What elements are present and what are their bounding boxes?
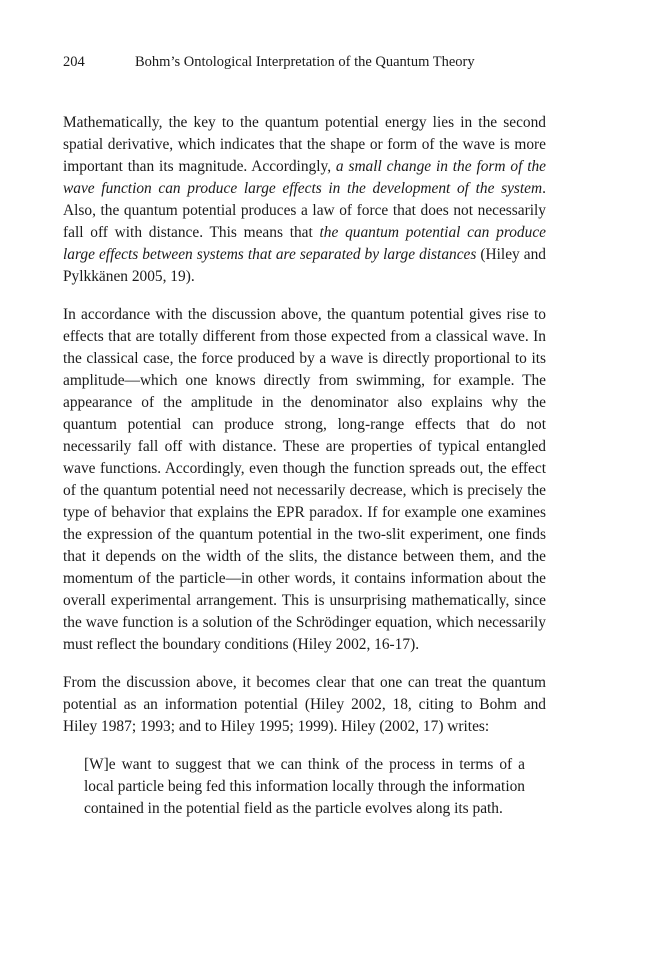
- running-head: [63, 52, 553, 72]
- body-text: [63, 112, 546, 820]
- paragraph-classical-wave-comparison: In accordance with the discussion above, the quantum potential gives rise to effects that are totally different from those expected from a classical wave. In the classical case, the force produced by a wave is directly proportional to its amplitude—which one knows directly from swimming, for example. The appearance of the amplitude in the denominator also explains why the quantum potential can produce strong, long-range effects that do not necessarily fall off with distance. These are properties of typical entangled wave functions. Accordingly, even though the function spreads out, the effect of the quantum potential need not necessarily decrease, which is precisely the type of behavior that explains the EPR paradox. If for example one examines the expression of the quantum potential in the two-slit experiment, one finds that it depends on the width of the slits, the distance between them, and the momentum of the particle—in other words, it contains information about the overall experimental arrangement. This is unsurprising mathematically, since the wave function is a solution of the Schrödinger equation, which necessarily must reflect the boundary conditions (Hiley 2002, 16-17).: [63, 306, 546, 653]
- paragraph-1-italic-small-change: a small change in the form of the wave function can produce large effects in the development of the system: [63, 158, 546, 197]
- paragraph-1-text-c: . Also, the quantum potential produces a law of force that does not necessarily fall off with distance. This means that: [63, 180, 546, 241]
- paragraph-1-text-e: (Hiley and Pylkkänen 2005, 19).: [63, 246, 546, 285]
- paragraph-information-potential: From the discussion above, it becomes clear that one can treat the quantum potential as an information potential (Hiley 2002, 18, citing to Bohm and Hiley 1987; 1993; and to Hiley 1995; 1999). Hiley (2002, 17) writes:: [63, 674, 546, 735]
- running-title: Bohm’s Ontological Interpretation of the Quantum Theory: [135, 54, 475, 70]
- paragraph-1-text-a: Mathematically, the key to the quantum potential energy lies in the second spatial derivative, which indicates that the shape or form of the wave is more important than its magnitude. Accordingly,: [63, 114, 546, 175]
- page-number: 204: [63, 54, 85, 70]
- paragraph-quantum-potential-shape: [63, 112, 546, 288]
- blockquote-hiley: [W]e want to suggest that we can think of the process in terms of a local particle being fed this information locally through the information contained in the potential field as the particle evolves along its path.: [84, 756, 525, 817]
- paragraph-1-italic-large-distances: the quantum potential can produce large effects between systems that are separated by large distances: [63, 224, 546, 263]
